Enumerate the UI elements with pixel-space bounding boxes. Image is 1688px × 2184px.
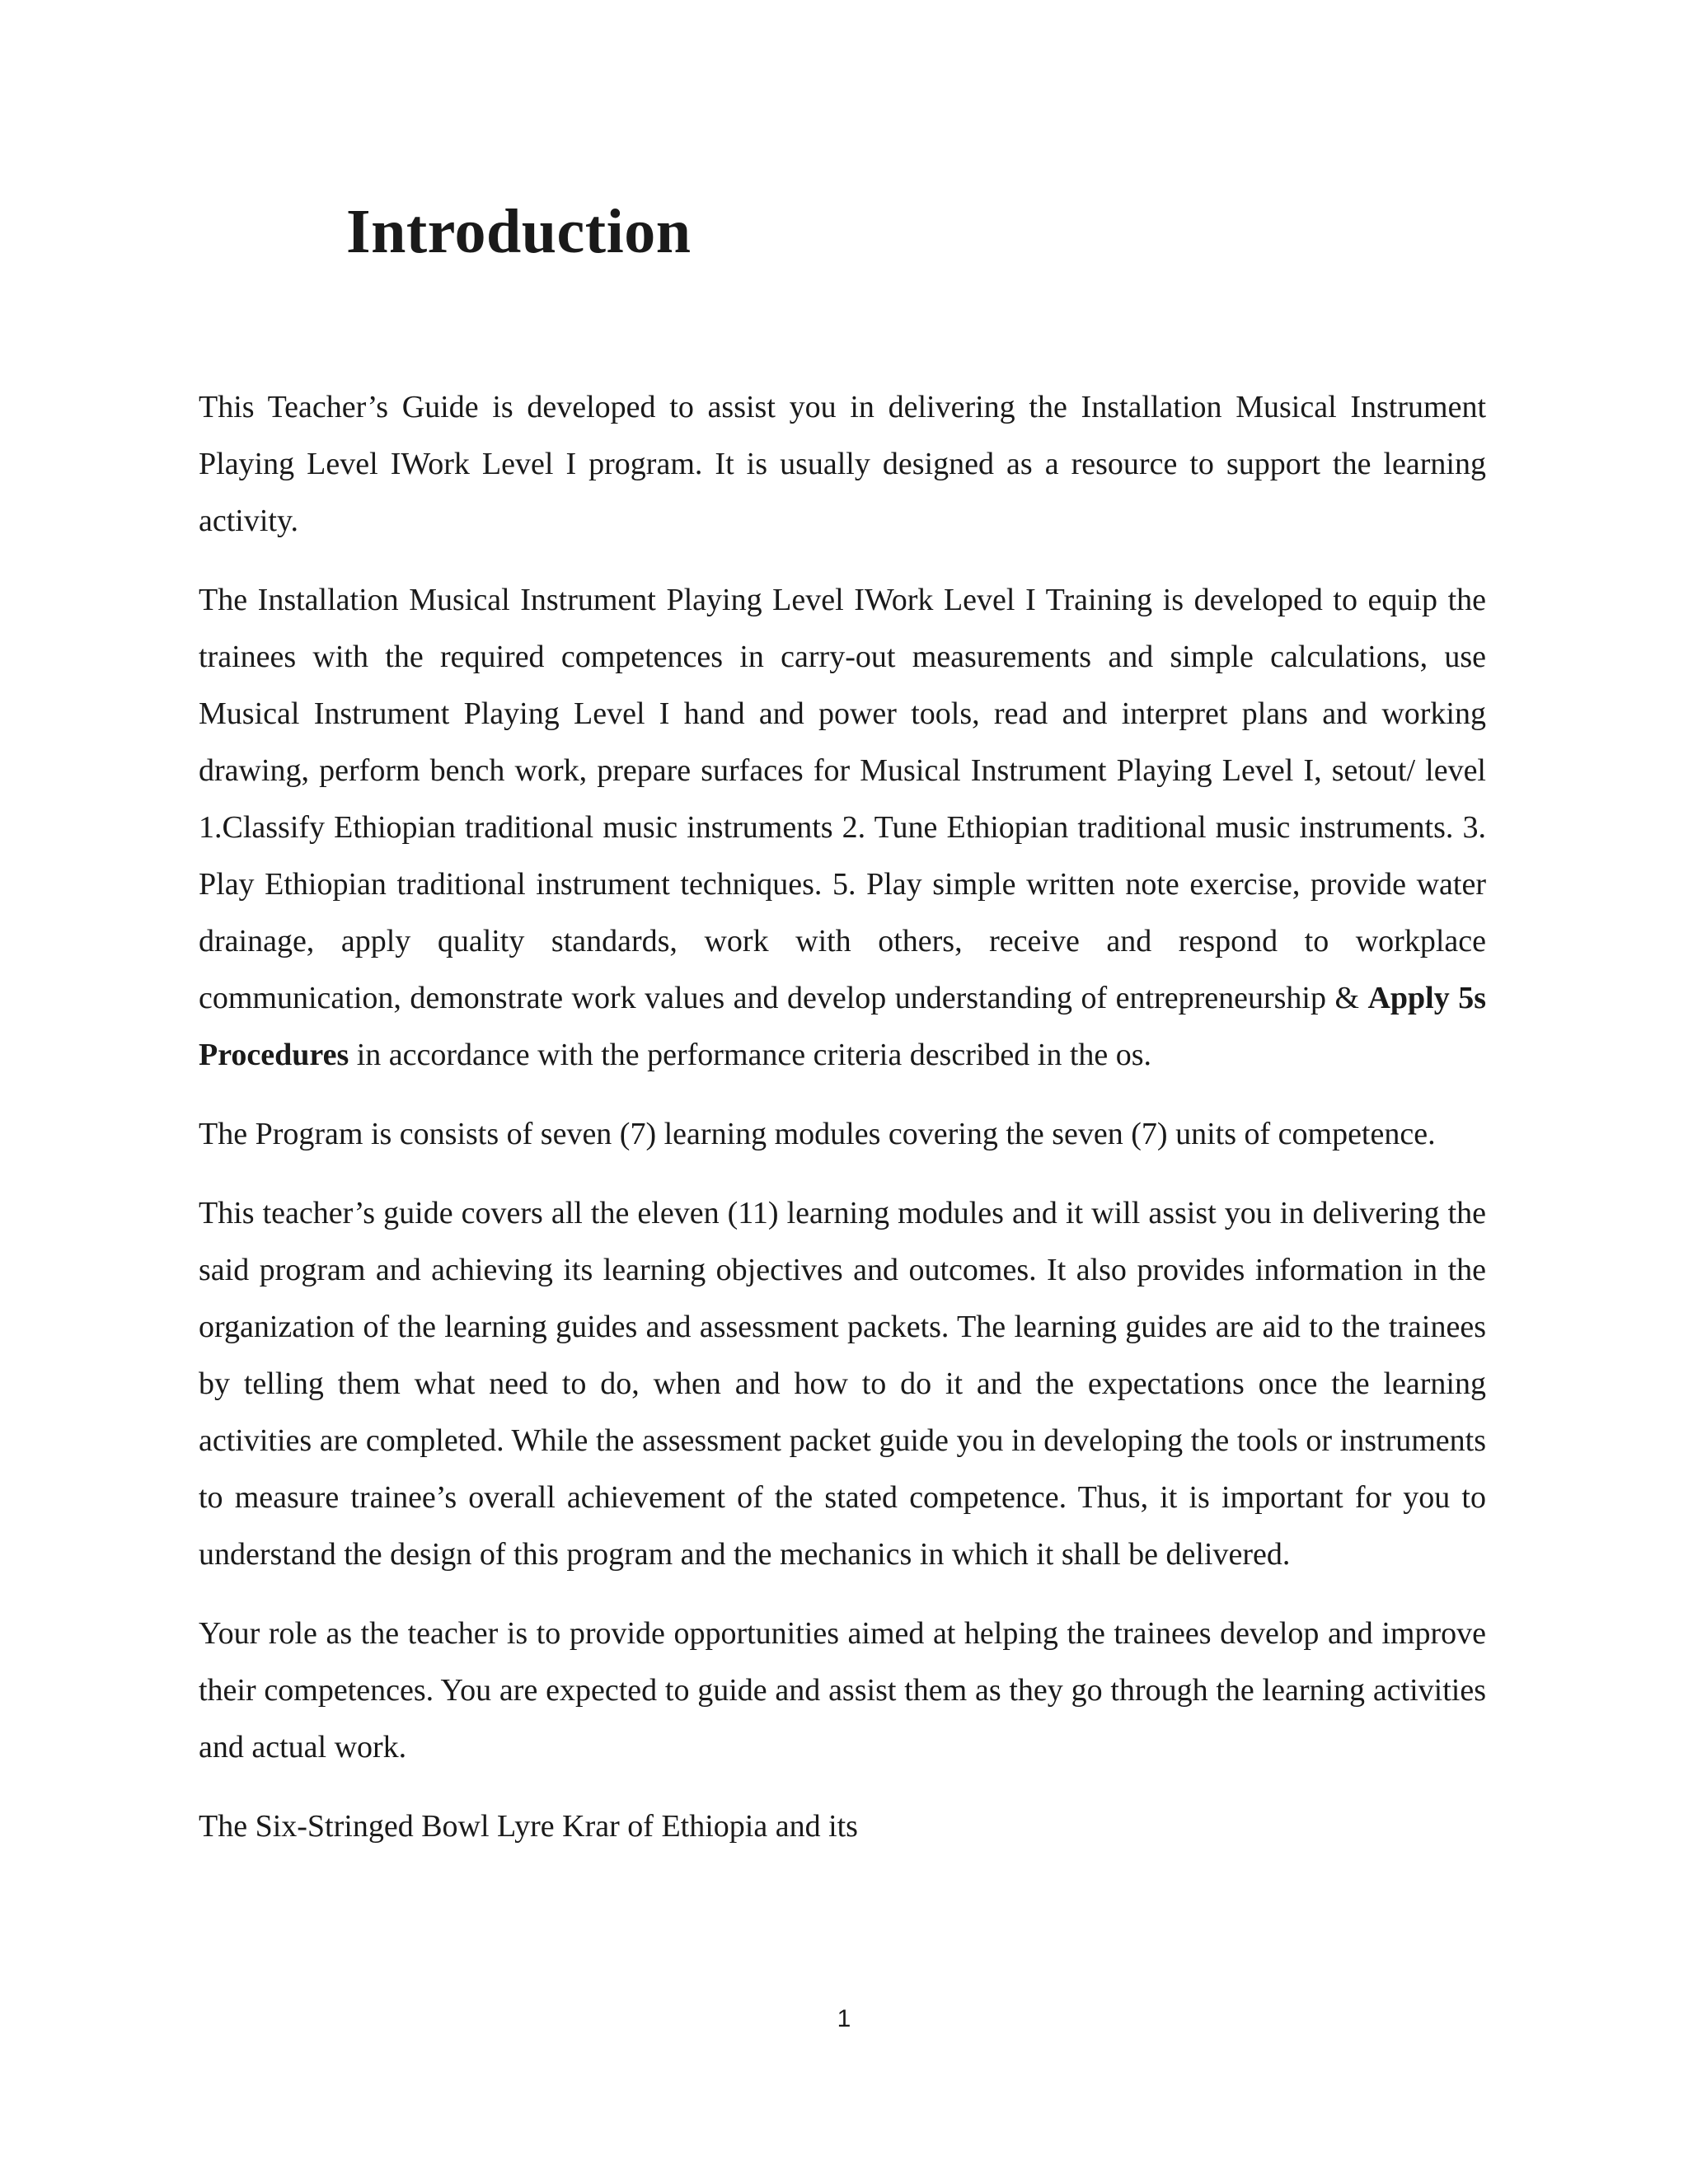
page-number: 1 <box>837 2005 851 2032</box>
page-title: Introduction <box>346 197 692 266</box>
paragraph-guide-coverage: This teacher’s guide covers all the eleven (11) learning modules and it will assist you in delivering the said program and achieving its learning objectives and outcomes. It also provides information in the organization of the learning guides and assessment packets. The learning guides are aid to the trainees by telling them what need to do, when and how to do it and the expectations once the learning activities are completed. While the assessment packet guide you in developing the tools or instruments to measure trainee’s overall achievement of the stated competence. Thus, it is important for you to understand the design of this program and the mechanics in which it shall be delivered. <box>199 1196 1486 1572</box>
paragraph-program-modules: The Program is consists of seven (7) learning modules covering the seven (7) units of competence. <box>199 1117 1436 1151</box>
paragraph-training-scope-tail: in accordance with the performance criteria described in the os. <box>349 1038 1152 1072</box>
paragraph-training-scope <box>199 572 1486 1084</box>
paragraph-teacher-role: Your role as the teacher is to provide opportunities aimed at helping the trainees develop and improve their competences. You are expected to guide and assist them as they go through the learning activities and actual work. <box>199 1616 1486 1765</box>
paragraph-krar-heading: The Six-Stringed Bowl Lyre Krar of Ethiopia and its <box>199 1809 858 1844</box>
bold-phrase-apply-5s: Apply 5s Procedures <box>199 981 1486 1072</box>
paragraph-purpose: This Teacher’s Guide is developed to assist you in delivering the Installation Musical Instrument Playing Level IWork Level I program. It is usually designed as a resource to support the learning activity. <box>199 390 1486 538</box>
body-text <box>199 379 1486 1877</box>
paragraph-training-scope-text: The Installation Musical Instrument Playing Level IWork Level I Training is developed to equip the trainees with the required competences in carry-out measurements and simple calculations, use Musical Instrument Playing Level I hand and power tools, read and interpret plans and working drawing, perform bench work, prepare surfaces for Musical Instrument Playing Level I, setout/ level 1.Classify Ethiopian traditional music instruments 2. Tune Ethiopian traditional music instruments. 3. Play Ethiopian traditional instrument techniques. 5. Play simple written note exercise, provide water drainage, apply quality standards, work with others, receive and respond to workplace communication, demonstrate work values and develop understanding of entrepreneurship & <box>199 583 1486 1015</box>
